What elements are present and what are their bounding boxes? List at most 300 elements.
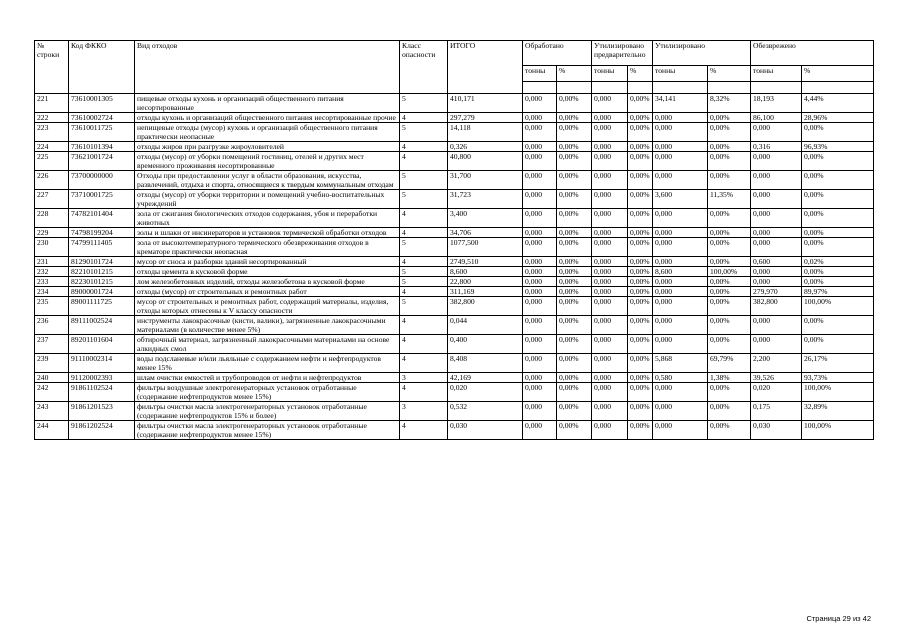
hazard-class: 5 bbox=[400, 267, 448, 277]
utilized-prior-pct: 0,00% bbox=[628, 113, 653, 123]
total-tons: 8,408 bbox=[448, 354, 523, 373]
neutralized-pct: 0,00% bbox=[802, 335, 874, 354]
utilized-prior-tons: 0,000 bbox=[592, 142, 628, 152]
table-row bbox=[35, 238, 874, 257]
fkko-code: 89000001724 bbox=[69, 287, 135, 297]
hazard-class: 4 bbox=[400, 421, 448, 440]
utilized-prior-tons: 0,000 bbox=[592, 123, 628, 142]
hazard-class: 4 bbox=[400, 287, 448, 297]
utilized-tons: 0,000 bbox=[653, 209, 708, 228]
hazard-class: 4 bbox=[400, 113, 448, 123]
header-unit-pct: % bbox=[557, 66, 592, 82]
utilized-pct: 8,32% bbox=[708, 94, 751, 113]
neutralized-tons: 0,000 bbox=[751, 171, 802, 190]
total-tons: 8,600 bbox=[448, 267, 523, 277]
utilized-prior-pct: 0,00% bbox=[628, 152, 653, 171]
processed-pct: 0,00% bbox=[557, 287, 592, 297]
utilized-prior-tons: 0,000 bbox=[592, 316, 628, 335]
neutralized-pct: 96,93% bbox=[802, 142, 874, 152]
header-spacer bbox=[653, 82, 708, 94]
total-tons: 0,044 bbox=[448, 316, 523, 335]
processed-pct: 0,00% bbox=[557, 190, 592, 209]
table-body bbox=[35, 94, 874, 440]
waste-table bbox=[34, 40, 874, 440]
fkko-code: 73610001305 bbox=[69, 94, 135, 113]
total-tons: 22,800 bbox=[448, 277, 523, 287]
total-tons: 1077,500 bbox=[448, 238, 523, 257]
header-hazard-class: Класс опасности bbox=[400, 41, 448, 94]
processed-tons: 0,000 bbox=[523, 190, 557, 209]
utilized-prior-pct: 0,00% bbox=[628, 171, 653, 190]
fkko-code: 81290101724 bbox=[69, 257, 135, 267]
waste-name: фильтры воздушные электрогенераторных установок отработанные (содержание нефтепродуктов менее 15%) bbox=[135, 383, 400, 402]
utilized-tons: 0,000 bbox=[653, 257, 708, 267]
total-tons: 311,169 bbox=[448, 287, 523, 297]
waste-name: зола от сжигания биологических отходов содержания, убоя и переработки животных bbox=[135, 209, 400, 228]
utilized-prior-pct: 0,00% bbox=[628, 287, 653, 297]
utilized-pct: 0,00% bbox=[708, 228, 751, 238]
total-tons: 0,030 bbox=[448, 421, 523, 440]
total-tons: 0,326 bbox=[448, 142, 523, 152]
total-tons: 410,171 bbox=[448, 94, 523, 113]
utilized-prior-tons: 0,000 bbox=[592, 190, 628, 209]
neutralized-tons: 2,200 bbox=[751, 354, 802, 373]
processed-pct: 0,00% bbox=[557, 94, 592, 113]
waste-name: отходы кухонь и организаций общественного питания несортированные прочие bbox=[135, 113, 400, 123]
row-number: 234 bbox=[35, 287, 69, 297]
neutralized-pct: 93,73% bbox=[802, 373, 874, 383]
utilized-prior-pct: 0,00% bbox=[628, 297, 653, 316]
neutralized-tons: 0,600 bbox=[751, 257, 802, 267]
table-row bbox=[35, 297, 874, 316]
header-spacer bbox=[523, 82, 557, 94]
total-tons: 3,400 bbox=[448, 209, 523, 228]
row-number: 223 bbox=[35, 123, 69, 142]
fkko-code: 73610101394 bbox=[69, 142, 135, 152]
hazard-class: 4 bbox=[400, 152, 448, 171]
utilized-prior-pct: 0,00% bbox=[628, 123, 653, 142]
total-tons: 42,169 bbox=[448, 373, 523, 383]
processed-pct: 0,00% bbox=[557, 383, 592, 402]
processed-tons: 0,000 bbox=[523, 142, 557, 152]
table-row bbox=[35, 335, 874, 354]
fkko-code: 74782101404 bbox=[69, 209, 135, 228]
fkko-code: 91110002314 bbox=[69, 354, 135, 373]
processed-tons: 0,000 bbox=[523, 152, 557, 171]
waste-name: воды подсланевые и/или льяльные с содержанием нефти и нефтепродуктов менее 15% bbox=[135, 354, 400, 373]
processed-pct: 0,00% bbox=[557, 421, 592, 440]
neutralized-pct: 26,17% bbox=[802, 354, 874, 373]
utilized-prior-pct: 0,00% bbox=[628, 190, 653, 209]
hazard-class: 4 bbox=[400, 228, 448, 238]
processed-tons: 0,000 bbox=[523, 113, 557, 123]
processed-pct: 0,00% bbox=[557, 297, 592, 316]
utilized-prior-pct: 0,00% bbox=[628, 94, 653, 113]
utilized-prior-tons: 0,000 bbox=[592, 267, 628, 277]
fkko-code: 73610011725 bbox=[69, 123, 135, 142]
neutralized-tons: 18,193 bbox=[751, 94, 802, 113]
utilized-prior-tons: 0,000 bbox=[592, 257, 628, 267]
neutralized-pct: 28,96% bbox=[802, 113, 874, 123]
waste-report-sheet bbox=[34, 40, 873, 440]
row-number: 243 bbox=[35, 402, 69, 421]
utilized-pct: 0,00% bbox=[708, 152, 751, 171]
utilized-pct: 0,00% bbox=[708, 142, 751, 152]
header-spacer bbox=[557, 82, 592, 94]
table-row bbox=[35, 228, 874, 238]
table-header bbox=[35, 41, 874, 94]
utilized-pct: 0,00% bbox=[708, 402, 751, 421]
utilized-pct: 100,00% bbox=[708, 267, 751, 277]
total-tons: 0,400 bbox=[448, 335, 523, 354]
processed-tons: 0,000 bbox=[523, 123, 557, 142]
header-unit-tons: тонны bbox=[653, 66, 708, 82]
neutralized-tons: 0,000 bbox=[751, 238, 802, 257]
utilized-pct: 0,00% bbox=[708, 421, 751, 440]
neutralized-pct: 100,00% bbox=[802, 421, 874, 440]
fkko-code: 73610002724 bbox=[69, 113, 135, 123]
header-unit-tons: тонны bbox=[523, 66, 557, 82]
neutralized-tons: 0,000 bbox=[751, 316, 802, 335]
row-number: 235 bbox=[35, 297, 69, 316]
utilized-tons: 0,000 bbox=[653, 421, 708, 440]
processed-pct: 0,00% bbox=[557, 142, 592, 152]
fkko-code: 82210101215 bbox=[69, 267, 135, 277]
neutralized-pct: 100,00% bbox=[802, 383, 874, 402]
utilized-tons: 0,580 bbox=[653, 373, 708, 383]
processed-pct: 0,00% bbox=[557, 402, 592, 421]
header-unit-tons: тонны bbox=[592, 66, 628, 82]
utilized-tons: 0,000 bbox=[653, 297, 708, 316]
processed-pct: 0,00% bbox=[557, 123, 592, 142]
waste-name: обтирочный материал, загрязненный лакокрасочными материалами на основе алкидных смол bbox=[135, 335, 400, 354]
row-number: 226 bbox=[35, 171, 69, 190]
page-number: Страница 29 из 42 bbox=[806, 614, 871, 623]
utilized-prior-tons: 0,000 bbox=[592, 277, 628, 287]
neutralized-tons: 0,316 bbox=[751, 142, 802, 152]
utilized-tons: 5,868 bbox=[653, 354, 708, 373]
utilized-prior-pct: 0,00% bbox=[628, 335, 653, 354]
hazard-class: 3 bbox=[400, 402, 448, 421]
header-processed: Обработано bbox=[523, 41, 592, 66]
utilized-tons: 0,000 bbox=[653, 123, 708, 142]
header-unit-pct: % bbox=[628, 66, 653, 82]
utilized-prior-tons: 0,000 bbox=[592, 152, 628, 171]
processed-tons: 0,000 bbox=[523, 228, 557, 238]
neutralized-pct: 0,00% bbox=[802, 228, 874, 238]
header-spacer bbox=[592, 82, 628, 94]
processed-pct: 0,00% bbox=[557, 113, 592, 123]
neutralized-pct: 89,97% bbox=[802, 287, 874, 297]
processed-pct: 0,00% bbox=[557, 373, 592, 383]
utilized-prior-tons: 0,000 bbox=[592, 171, 628, 190]
total-tons: 2749,510 bbox=[448, 257, 523, 267]
processed-tons: 0,000 bbox=[523, 171, 557, 190]
neutralized-pct: 0,00% bbox=[802, 277, 874, 287]
processed-tons: 0,000 bbox=[523, 354, 557, 373]
processed-tons: 0,000 bbox=[523, 209, 557, 228]
header-spacer bbox=[708, 82, 751, 94]
table-row bbox=[35, 257, 874, 267]
processed-tons: 0,000 bbox=[523, 421, 557, 440]
processed-tons: 0,000 bbox=[523, 277, 557, 287]
fkko-code: 89201101604 bbox=[69, 335, 135, 354]
processed-tons: 0,000 bbox=[523, 287, 557, 297]
table-row bbox=[35, 152, 874, 171]
table-row bbox=[35, 383, 874, 402]
waste-name: мусор от сноса и разборки зданий несортированный bbox=[135, 257, 400, 267]
neutralized-tons: 0,175 bbox=[751, 402, 802, 421]
utilized-pct: 0,00% bbox=[708, 316, 751, 335]
utilized-prior-tons: 0,000 bbox=[592, 94, 628, 113]
processed-tons: 0,000 bbox=[523, 402, 557, 421]
waste-name: отходы (мусор) от уборки помещений гостиниц, отелей и других мест временного проживания несортированные bbox=[135, 152, 400, 171]
neutralized-pct: 0,00% bbox=[802, 171, 874, 190]
neutralized-pct: 0,00% bbox=[802, 190, 874, 209]
table-row bbox=[35, 94, 874, 113]
utilized-prior-tons: 0,000 bbox=[592, 354, 628, 373]
row-number: 232 bbox=[35, 267, 69, 277]
utilized-tons: 0,000 bbox=[653, 113, 708, 123]
utilized-prior-pct: 0,00% bbox=[628, 277, 653, 287]
processed-pct: 0,00% bbox=[557, 267, 592, 277]
total-tons: 297,279 bbox=[448, 113, 523, 123]
utilized-prior-tons: 0,000 bbox=[592, 402, 628, 421]
utilized-prior-pct: 0,00% bbox=[628, 354, 653, 373]
neutralized-pct: 0,00% bbox=[802, 209, 874, 228]
processed-tons: 0,000 bbox=[523, 267, 557, 277]
waste-name: Отходы при предоставлении услуг в области образования, искусства, развлечений, отдыха и спорта, относящиеся к твердым коммунальным отходам bbox=[135, 171, 400, 190]
table-row bbox=[35, 142, 874, 152]
header-unit-tons: тонны bbox=[751, 66, 802, 82]
header-utilized: Утилизировано bbox=[653, 41, 751, 66]
total-tons: 382,800 bbox=[448, 297, 523, 316]
fkko-code: 73710001725 bbox=[69, 190, 135, 209]
waste-name: лом железобетонных изделий, отходы железобетона в кусковой форме bbox=[135, 277, 400, 287]
utilized-pct: 0,00% bbox=[708, 238, 751, 257]
row-number: 222 bbox=[35, 113, 69, 123]
neutralized-pct: 32,89% bbox=[802, 402, 874, 421]
utilized-pct: 0,00% bbox=[708, 209, 751, 228]
waste-name: шлам очистки емкостей и трубопроводов от нефти и нефтепродуктов bbox=[135, 373, 400, 383]
utilized-prior-tons: 0,000 bbox=[592, 228, 628, 238]
waste-name: золы и шлаки от инсинераторов и установок термической обработки отходов bbox=[135, 228, 400, 238]
utilized-pct: 0,00% bbox=[708, 277, 751, 287]
processed-pct: 0,00% bbox=[557, 316, 592, 335]
processed-tons: 0,000 bbox=[523, 238, 557, 257]
table-row bbox=[35, 354, 874, 373]
fkko-code: 89001111725 bbox=[69, 297, 135, 316]
table-row bbox=[35, 402, 874, 421]
header-spacer bbox=[802, 82, 874, 94]
processed-tons: 0,000 bbox=[523, 373, 557, 383]
fkko-code: 91120002393 bbox=[69, 373, 135, 383]
neutralized-tons: 0,000 bbox=[751, 152, 802, 171]
hazard-class: 5 bbox=[400, 171, 448, 190]
hazard-class: 4 bbox=[400, 383, 448, 402]
neutralized-pct: 0,00% bbox=[802, 123, 874, 142]
utilized-prior-tons: 0,000 bbox=[592, 421, 628, 440]
total-tons: 14,118 bbox=[448, 123, 523, 142]
total-tons: 0,020 bbox=[448, 383, 523, 402]
neutralized-tons: 0,000 bbox=[751, 277, 802, 287]
table-row bbox=[35, 287, 874, 297]
row-number: 230 bbox=[35, 238, 69, 257]
processed-pct: 0,00% bbox=[557, 209, 592, 228]
utilized-pct: 0,00% bbox=[708, 287, 751, 297]
row-number: 221 bbox=[35, 94, 69, 113]
hazard-class: 3 bbox=[400, 373, 448, 383]
utilized-tons: 0,000 bbox=[653, 277, 708, 287]
processed-pct: 0,00% bbox=[557, 228, 592, 238]
utilized-pct: 0,00% bbox=[708, 335, 751, 354]
neutralized-tons: 0,000 bbox=[751, 190, 802, 209]
utilized-tons: 0,000 bbox=[653, 238, 708, 257]
utilized-prior-pct: 0,00% bbox=[628, 238, 653, 257]
hazard-class: 4 bbox=[400, 142, 448, 152]
row-number: 225 bbox=[35, 152, 69, 171]
total-tons: 40,800 bbox=[448, 152, 523, 171]
neutralized-pct: 0,00% bbox=[802, 316, 874, 335]
neutralized-pct: 0,00% bbox=[802, 238, 874, 257]
neutralized-tons: 0,000 bbox=[751, 228, 802, 238]
hazard-class: 4 bbox=[400, 354, 448, 373]
total-tons: 31,723 bbox=[448, 190, 523, 209]
neutralized-tons: 0,000 bbox=[751, 267, 802, 277]
waste-name: зола от высокотемпературного термического обезвреживания отходов в крематоре практически неопасная bbox=[135, 238, 400, 257]
utilized-prior-tons: 0,000 bbox=[592, 287, 628, 297]
utilized-tons: 0,000 bbox=[653, 142, 708, 152]
waste-name: инструменты лакокрасочные (кисти, валики), загрязненные лакокрасочными материалами (в количестве менее 5%) bbox=[135, 316, 400, 335]
table-row bbox=[35, 373, 874, 383]
table-row bbox=[35, 277, 874, 287]
total-tons: 34,706 bbox=[448, 228, 523, 238]
hazard-class: 4 bbox=[400, 257, 448, 267]
neutralized-tons: 0,000 bbox=[751, 123, 802, 142]
utilized-pct: 1,38% bbox=[708, 373, 751, 383]
header-unit-pct: % bbox=[802, 66, 874, 82]
processed-pct: 0,00% bbox=[557, 238, 592, 257]
table-row bbox=[35, 209, 874, 228]
total-tons: 0,532 bbox=[448, 402, 523, 421]
neutralized-tons: 0,030 bbox=[751, 421, 802, 440]
waste-name: фильтры очистки масла электрогенераторных установок отработанные (содержание нефтепродуктов менее 15%) bbox=[135, 421, 400, 440]
fkko-code: 91861102524 bbox=[69, 383, 135, 402]
hazard-class: 5 bbox=[400, 190, 448, 209]
fkko-code: 74798199204 bbox=[69, 228, 135, 238]
row-number: 239 bbox=[35, 354, 69, 373]
total-tons: 31,700 bbox=[448, 171, 523, 190]
hazard-class: 5 bbox=[400, 94, 448, 113]
processed-pct: 0,00% bbox=[557, 171, 592, 190]
row-number: 228 bbox=[35, 209, 69, 228]
neutralized-tons: 0,020 bbox=[751, 383, 802, 402]
table-row bbox=[35, 267, 874, 277]
table-row bbox=[35, 316, 874, 335]
utilized-prior-tons: 0,000 bbox=[592, 373, 628, 383]
fkko-code: 82230101215 bbox=[69, 277, 135, 287]
utilized-tons: 8,600 bbox=[653, 267, 708, 277]
utilized-pct: 0,00% bbox=[708, 113, 751, 123]
waste-name: фильтры очистки масла электрогенераторных установок отработанные (содержание нефтепродуктов 15% и более) bbox=[135, 402, 400, 421]
table-row bbox=[35, 190, 874, 209]
neutralized-tons: 86,100 bbox=[751, 113, 802, 123]
processed-tons: 0,000 bbox=[523, 316, 557, 335]
header-unit-pct: % bbox=[708, 66, 751, 82]
fkko-code: 74799111405 bbox=[69, 238, 135, 257]
header-total: ИТОГО bbox=[448, 41, 523, 94]
row-number: 229 bbox=[35, 228, 69, 238]
hazard-class: 5 bbox=[400, 123, 448, 142]
utilized-pct: 69,79% bbox=[708, 354, 751, 373]
neutralized-pct: 0,02% bbox=[802, 257, 874, 267]
utilized-prior-pct: 0,00% bbox=[628, 209, 653, 228]
waste-name: отходы (мусор) от строительных и ремонтных работ bbox=[135, 287, 400, 297]
row-number: 233 bbox=[35, 277, 69, 287]
waste-name: отходы (мусор) от уборки территории и помещений учебно-воспитательных учреждений bbox=[135, 190, 400, 209]
utilized-tons: 34,141 bbox=[653, 94, 708, 113]
utilized-prior-pct: 0,00% bbox=[628, 373, 653, 383]
utilized-prior-tons: 0,000 bbox=[592, 297, 628, 316]
table-row bbox=[35, 113, 874, 123]
neutralized-tons: 0,000 bbox=[751, 335, 802, 354]
waste-name: непищевые отходы (мусор) кухонь и организаций общественного питания практически неопасные bbox=[135, 123, 400, 142]
fkko-code: 91861202524 bbox=[69, 421, 135, 440]
fkko-code: 73621001724 bbox=[69, 152, 135, 171]
fkko-code: 91861201523 bbox=[69, 402, 135, 421]
utilized-prior-pct: 0,00% bbox=[628, 421, 653, 440]
utilized-pct: 0,00% bbox=[708, 297, 751, 316]
utilized-tons: 0,000 bbox=[653, 383, 708, 402]
processed-pct: 0,00% bbox=[557, 257, 592, 267]
neutralized-pct: 100,00% bbox=[802, 297, 874, 316]
utilized-tons: 0,000 bbox=[653, 171, 708, 190]
utilized-prior-pct: 0,00% bbox=[628, 316, 653, 335]
neutralized-pct: 0,00% bbox=[802, 152, 874, 171]
row-number: 242 bbox=[35, 383, 69, 402]
hazard-class: 5 bbox=[400, 277, 448, 287]
row-number: 244 bbox=[35, 421, 69, 440]
processed-tons: 0,000 bbox=[523, 257, 557, 267]
processed-tons: 0,000 bbox=[523, 94, 557, 113]
waste-name: пищевые отходы кухонь и организаций общественного питания несортированные bbox=[135, 94, 400, 113]
header-spacer bbox=[751, 82, 802, 94]
fkko-code: 73700000000 bbox=[69, 171, 135, 190]
table-row bbox=[35, 123, 874, 142]
utilized-prior-pct: 0,00% bbox=[628, 228, 653, 238]
table-row bbox=[35, 421, 874, 440]
hazard-class: 5 bbox=[400, 297, 448, 316]
row-number: 224 bbox=[35, 142, 69, 152]
utilized-prior-pct: 0,00% bbox=[628, 257, 653, 267]
processed-tons: 0,000 bbox=[523, 297, 557, 316]
header-fkko: Код ФККО bbox=[69, 41, 135, 94]
neutralized-tons: 0,000 bbox=[751, 209, 802, 228]
neutralized-tons: 39,526 bbox=[751, 373, 802, 383]
row-number: 227 bbox=[35, 190, 69, 209]
processed-pct: 0,00% bbox=[557, 152, 592, 171]
neutralized-pct: 0,00% bbox=[802, 267, 874, 277]
processed-tons: 0,000 bbox=[523, 383, 557, 402]
processed-tons: 0,000 bbox=[523, 335, 557, 354]
processed-pct: 0,00% bbox=[557, 354, 592, 373]
utilized-prior-tons: 0,000 bbox=[592, 383, 628, 402]
utilized-pct: 0,00% bbox=[708, 257, 751, 267]
utilized-prior-pct: 0,00% bbox=[628, 142, 653, 152]
utilized-prior-pct: 0,00% bbox=[628, 267, 653, 277]
neutralized-tons: 279,970 bbox=[751, 287, 802, 297]
utilized-pct: 0,00% bbox=[708, 171, 751, 190]
